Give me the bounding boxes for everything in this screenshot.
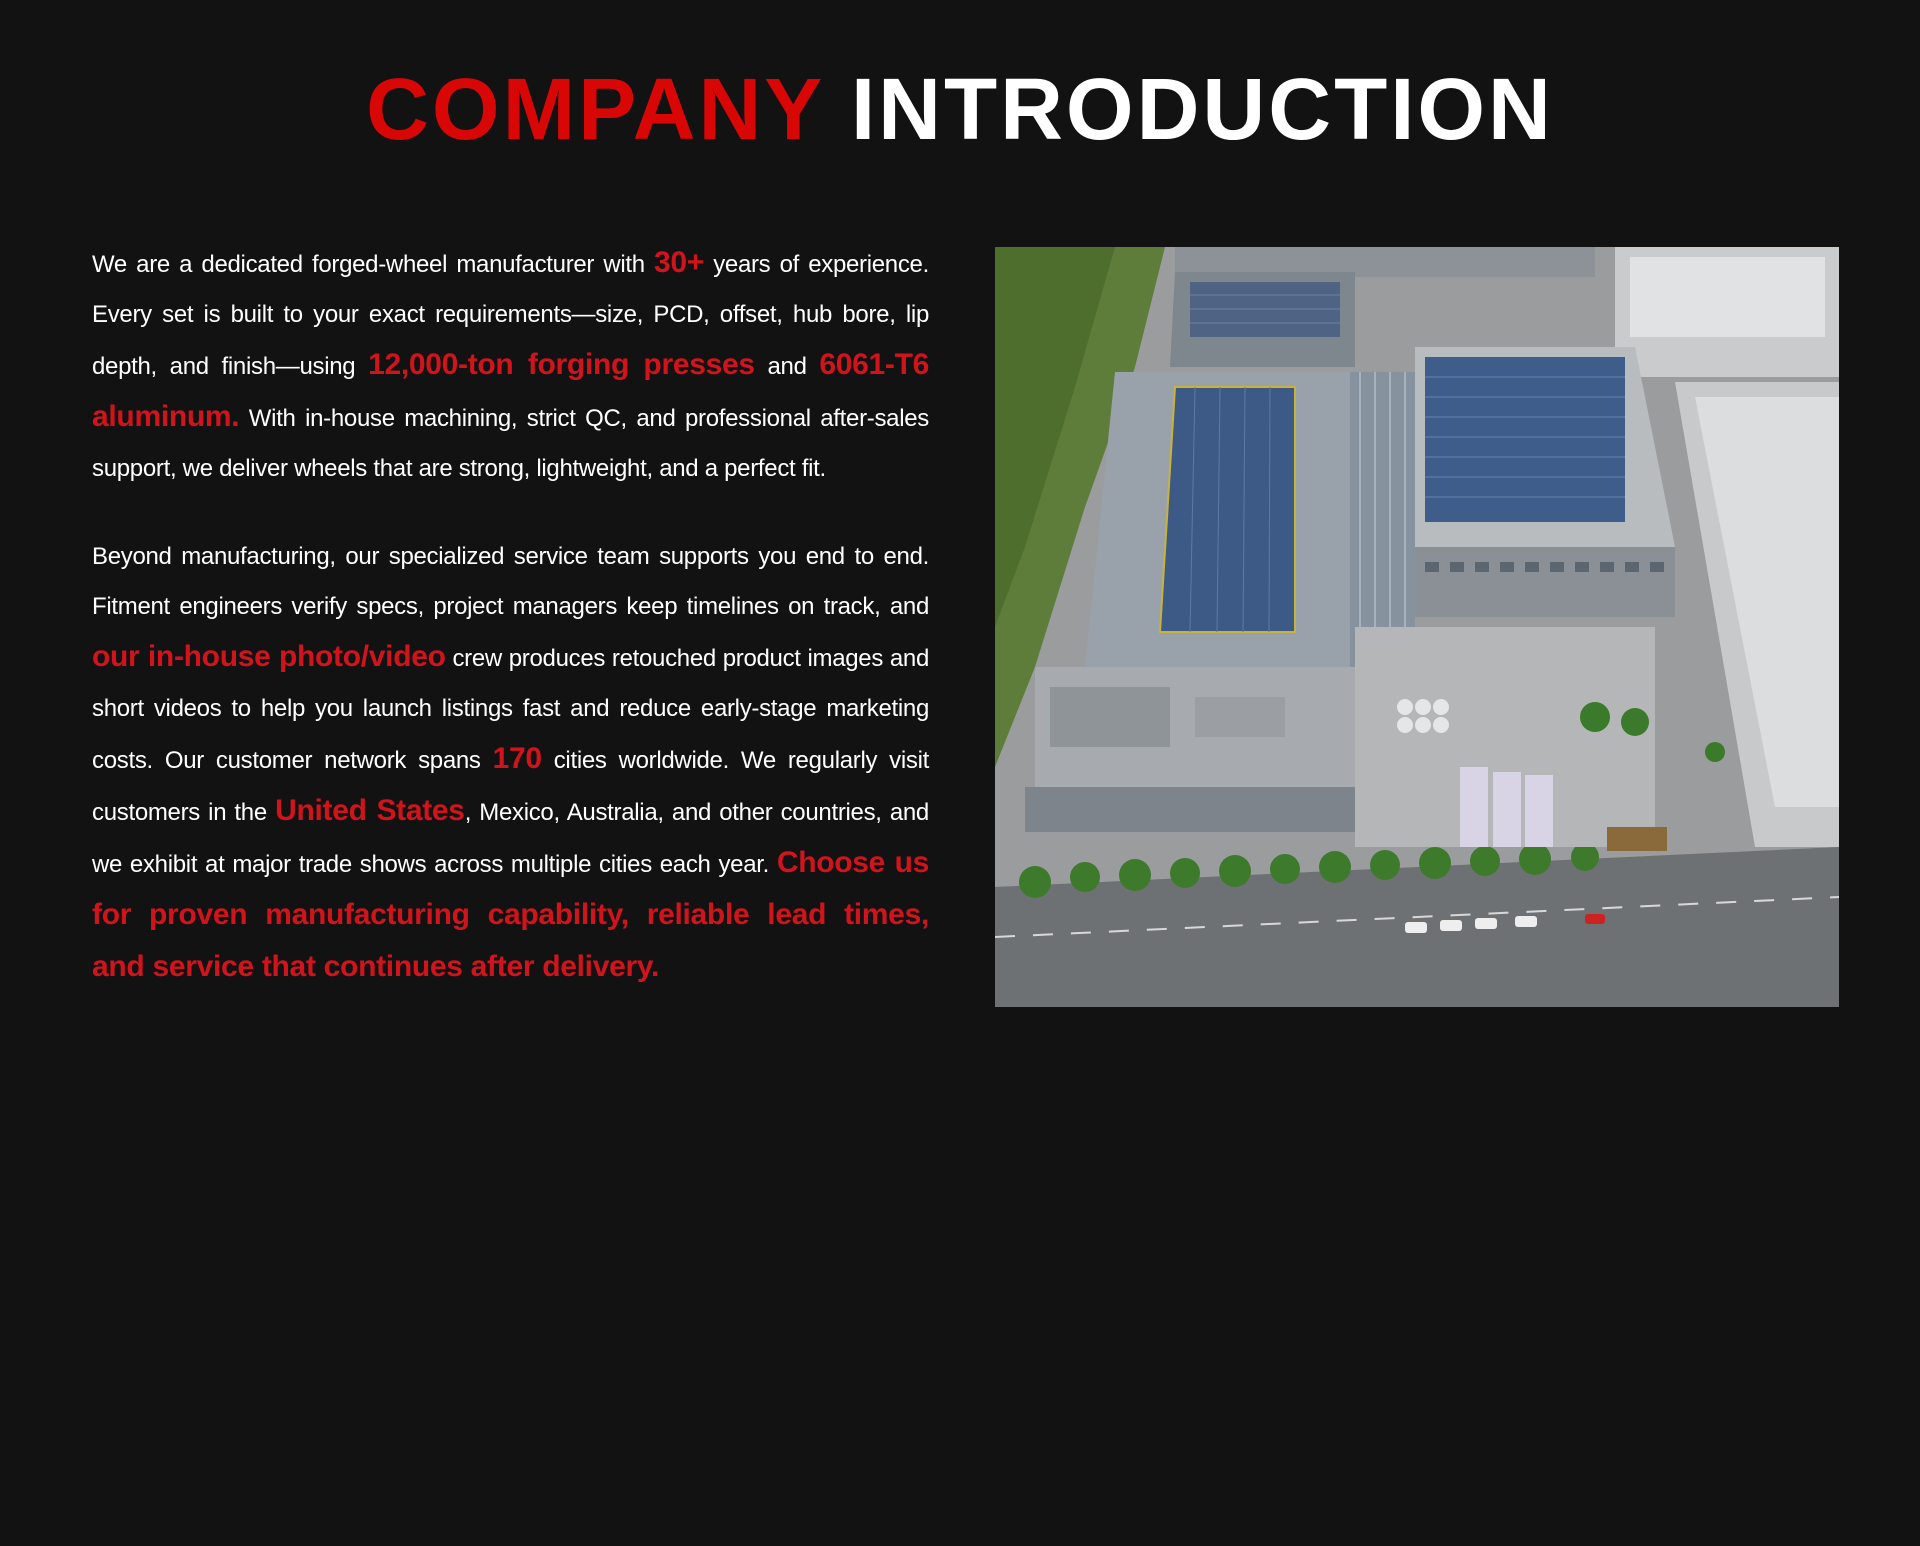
intro-text-column — [92, 238, 929, 994]
p1-highlight-years: 30+ — [654, 246, 704, 279]
p2-text-2: crew produces retouched product images and short videos to help you launch listings fast and reduce early-stage marketing costs. Our customer network spans — [92, 645, 929, 774]
title-red-word: COMPANY — [366, 61, 824, 158]
p1-text-2: years of experience. Every set is built to your exact requirements—size, PCD, offset, hub bore, lip depth, and finish—using — [92, 251, 929, 380]
p2-text-4: , Mexico, Australia, and other countries, and we exhibit at major trade shows across multiple cities each year. — [92, 799, 929, 878]
p2-text-3: cities worldwide. We regularly visit customers in the — [92, 747, 929, 826]
p1-highlight-presses: 12,000-ton forging presses — [368, 348, 755, 381]
title-white-word: INTRODUCTION — [850, 61, 1554, 158]
p1-text-1: We are a dedicated forged-wheel manufacturer with — [92, 251, 654, 278]
intro-paragraph-1 — [92, 238, 929, 494]
p2-highlight-photo-video: our in-house photo/video — [92, 640, 446, 673]
p1-text-3: and — [754, 353, 820, 380]
factory-aerial-illustration — [995, 247, 1839, 1007]
p2-highlight-cities: 170 — [492, 742, 542, 775]
factory-aerial-photo — [995, 247, 1839, 1007]
p1-text-4: With in-house machining, strict QC, and professional after-sales support, we deliver wheels that are strong, lightweight, and a perfect fit. — [92, 405, 929, 482]
page-title — [0, 58, 1920, 162]
p2-highlight-united-states: United States — [275, 794, 465, 827]
p2-closing-statement: Choose us for proven manufacturing capability, reliable lead times, and service that continues after delivery. — [92, 846, 929, 983]
p1-highlight-aluminum: 6061-T6 aluminum. — [92, 348, 929, 433]
p2-text-1: Beyond manufacturing, our specialized service team supports you end to end. Fitment engineers verify specs, project managers keep timelines on track, and — [92, 543, 929, 620]
intro-paragraph-2 — [92, 532, 929, 994]
